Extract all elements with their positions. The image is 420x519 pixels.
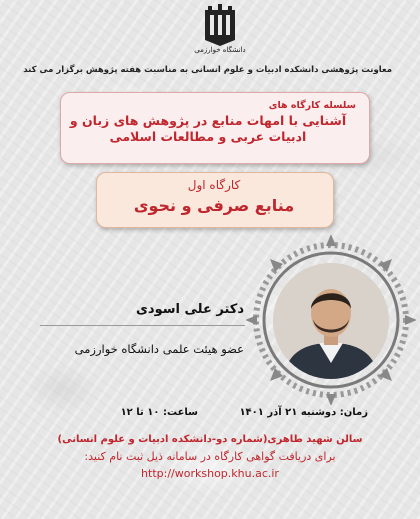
speaker-portrait-icon: [273, 263, 389, 379]
venue: سالن شهید طاهری(شماره دو-دانشکده ادبیات و علوم انسانی): [57, 434, 363, 445]
speaker-name: دکتر علی اسودی: [136, 302, 244, 317]
workshop-number: کارگاه اول: [187, 178, 241, 192]
registration-link[interactable]: http://workshop.khu.ac.ir: [141, 467, 279, 480]
series-label: سلسله کارگاه های: [268, 100, 356, 111]
university-logo: [196, 4, 244, 58]
speaker-affiliation: عضو هیئت علمی دانشگاه خوارزمی: [74, 342, 244, 356]
event-time: ساعت: ۱۰ تا ۱۲: [120, 407, 198, 418]
workshop-title: منابع صرفی و نحوی: [133, 196, 295, 215]
registration-note: برای دریافت گواهی کارگاه در سامانه ذیل ثبت نام کنید:: [84, 450, 336, 463]
logo-caption: دانشگاه خوارزمی: [194, 46, 246, 54]
divider: [40, 325, 245, 326]
organizer-line: معاونت پژوهشی دانشکده ادبیات و علوم انسانی به مناسبت هفته پژوهش برگزار می کند: [23, 65, 392, 75]
speaker-photo: [273, 263, 389, 379]
event-date: زمان: دوشنبه ۲۱ آذر ۱۴۰۱: [239, 407, 368, 418]
series-title: آشنایی با امهات منابع در پژوهش های زبان و ادبیات عربی و مطالعات اسلامی: [69, 113, 347, 144]
